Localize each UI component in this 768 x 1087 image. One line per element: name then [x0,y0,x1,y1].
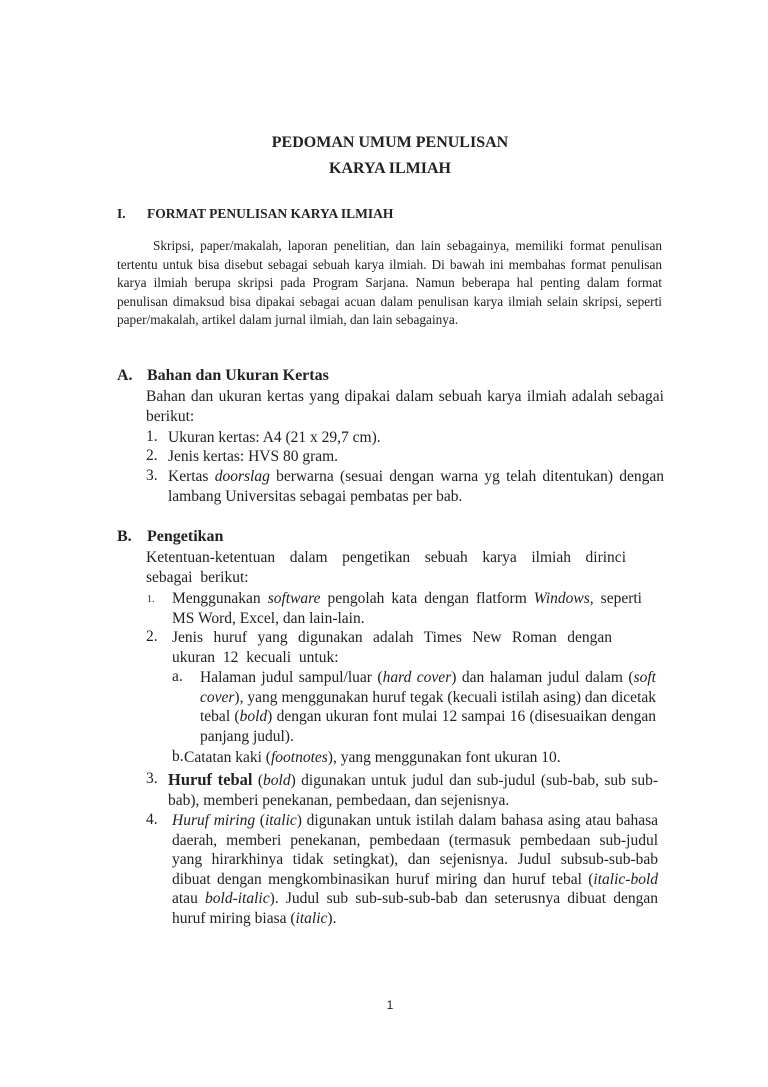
section-a-item1-number: 1. [146,428,158,445]
section-b-heading [117,528,223,546]
section-b-sub-a: Halaman judul sampul/luar (hard cover) dan halaman judul dalam (soft cover), yang menggunakan huruf tegak (kecuali istilah asing) dan dicetak tebal (bold) dengan ukuran font mulai 12 sampai 16 (disesuaikan dengan panjang judul). [200,669,656,745]
section-a-item2-number: 2. [146,447,158,464]
section-i-number: I. [117,206,126,221]
section-a-item1: Ukuran kertas: A4 (21 x 29,7 cm). [168,429,381,446]
section-a-title: Bahan dan Ukuran Kertas [147,367,329,384]
page-number: 1 [386,998,394,1012]
section-a-number: A. [117,367,133,384]
section-a-item2: Jenis kertas: HVS 80 gram. [168,448,339,465]
section-b-item2-number: 2. [146,628,158,645]
section-a-intro: Bahan dan ukuran kertas yang dipakai dalam sebuah karya ilmiah adalah sebagai berikut: [146,388,664,425]
document-title-line2: KARYA ILMIAH [329,160,451,177]
section-b-intro: Ketentuan-ketentuan dalam pengetikan sebuah karya ilmiah dirinci sebagai berikut: [146,549,626,586]
section-a-item3: Kertas doorslag berwarna (sesuai dengan warna yg telah ditentukan) dengan lambang Universitas sebagai pembatas per bab. [168,468,665,505]
section-i-intro-text: Skripsi, paper/makalah, laporan penelitian, dan lain sebagainya, memiliki format penulisan tertentu untuk bisa disebut sebagai sebuah karya ilmiah. Di bawah ini membahas format penulisan karya ilmiah berupa skripsi pada Program Sarjana. Namun beberapa hal penting dalam format penulisan dimaksud bisa dipakai sebagai acuan dalam penulisan karya ilmiah selain skripsi, seperti paper/makalah, artikel dalam jurnal ilmiah, dan lain sebagainya. [117,238,662,328]
section-b-sub-b: Catatan kaki (footnotes), yang menggunakan font ukuran 10. [184,749,561,766]
section-b-item2: Jenis huruf yang digunakan adalah Times New Roman dengan ukuran 12 kecuali untuk: [172,629,612,666]
section-b-item1-number: 1. [147,594,155,605]
section-a-heading [117,367,329,385]
section-b-number: B. [117,528,132,545]
section-b-sub-b-number: b. [172,748,184,765]
section-b-item3: Huruf tebal (bold) digunakan untuk judul dan sub-judul (sub-bab, sub sub-bab), memberi penekanan, pembedaan, dan sejenisnya. [168,770,658,809]
section-b-item4: Huruf miring (italic) digunakan untuk istilah dalam bahasa asing atau bahasa daerah, memberi penekanan, pembedaan (termasuk pembedaan sub-judul yang hirarkhinya tidak setingkat), dan sejenisnya. Judul subsub-sub-bab dibuat dengan mengkombinasikan huruf miring dan huruf tebal (italic-bold atau bold-italic). Judul sub sub-sub-sub-bab dan seterusnya dibuat dengan huruf miring biasa (italic). [172,812,659,927]
section-b-title: Pengetikan [147,528,224,545]
document-title-line1: PEDOMAN UMUM PENULISAN [271,134,509,151]
section-i-heading [117,206,393,222]
section-b-item3-number: 3. [146,770,158,787]
section-i-title: FORMAT PENULISAN KARYA ILMIAH [147,206,394,221]
section-b-item4-number: 4. [146,811,158,828]
section-a-item3-number: 3. [146,467,158,484]
section-b-item1: Menggunakan software pengolah kata dengan flatform Windows, seperti MS Word, Excel, dan lain-lain. [172,590,642,627]
section-b-sub-a-number: a. [172,668,183,685]
section-i-intro [117,237,662,330]
